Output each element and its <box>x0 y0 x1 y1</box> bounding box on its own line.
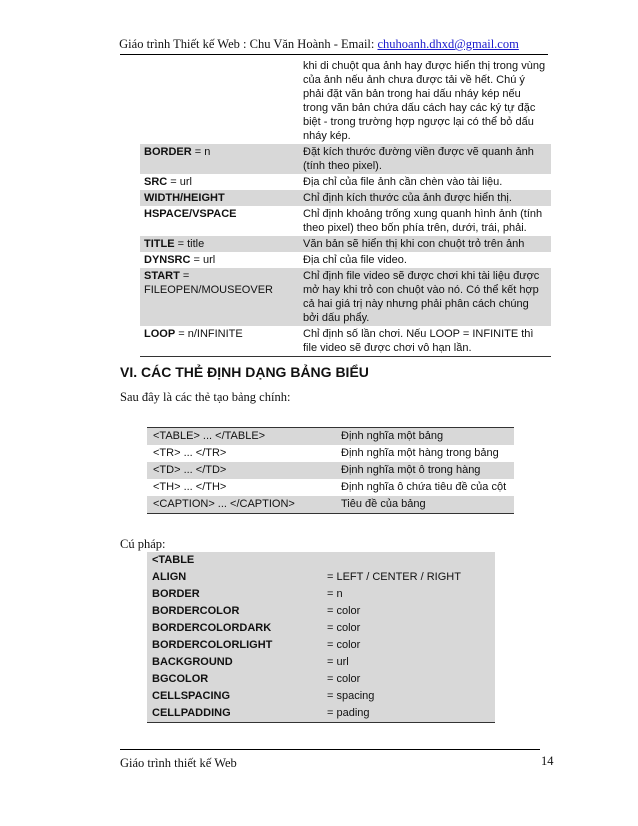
tag-description: Định nghĩa một bảng <box>335 428 514 446</box>
tag-cell: <TH> ... </TH> <box>153 481 227 493</box>
syntax-value: = color <box>327 622 361 634</box>
header-email-link[interactable]: chuhoanh.dhxd@gmail.com <box>377 37 519 51</box>
syntax-attribute: CELLPADDING <box>152 707 231 719</box>
table-row <box>147 620 495 637</box>
attribute-value: = title <box>174 238 205 250</box>
attribute-name-cell <box>140 326 299 357</box>
table-row <box>147 603 495 620</box>
attribute-name: DYNSRC <box>144 254 191 266</box>
attribute-value: = url <box>190 254 216 266</box>
table-row <box>147 586 495 603</box>
table-row <box>140 174 551 190</box>
syntax-value <box>322 552 495 569</box>
table-row <box>140 206 551 236</box>
tag-description: Tiêu đề của bảng <box>335 496 514 514</box>
attribute-name: TITLE <box>144 238 175 250</box>
attribute-name-cell <box>140 190 299 206</box>
syntax-value: = n <box>327 588 343 600</box>
table-row <box>147 552 495 569</box>
attribute-description: Chỉ định khoảng trống xung quanh hình ảnh (tính theo pixel) theo bốn phía trên, dưới, trái, phải. <box>303 208 543 234</box>
table-row <box>147 705 495 723</box>
section-intro: Sau đây là các thẻ tạo bảng chính: <box>120 390 291 404</box>
table-row <box>140 268 551 326</box>
table-row <box>140 144 551 174</box>
tag-cell: <TD> ... </TD> <box>147 462 335 479</box>
table-row <box>147 654 495 671</box>
table-row <box>147 496 514 514</box>
tag-description: Định nghĩa ô chứa tiêu đề của cột <box>341 481 507 493</box>
attribute-name-cell <box>140 252 299 268</box>
syntax-attribute: CELLSPACING <box>152 690 231 702</box>
attribute-name: START <box>144 270 180 282</box>
syntax-value: = pading <box>327 707 370 719</box>
syntax-value: = url <box>327 656 349 668</box>
table-row <box>147 445 514 462</box>
syntax-value: = color <box>327 605 361 617</box>
header-text: Giáo trình Thiết kế Web : Chu Văn Hoành - Email: <box>119 37 378 51</box>
attribute-name: WIDTH/HEIGHT <box>144 192 225 204</box>
attribute-name: BORDER <box>144 146 192 158</box>
attribute-description: khi di chuột qua ảnh hay được hiển thị trong vùng của ảnh nếu ảnh chưa được tải về hết. Chú ý phải đặt văn bản trong hai dấu nháy kép nếu trong văn bản chứa dấu cách hay các ký tự đặc biệt - trong trường hợp ngược lại có thể bỏ dấu nháy kép. <box>303 60 546 142</box>
attribute-value: = url <box>167 176 192 188</box>
attribute-value: = FILEOPEN/MOUSEOVER <box>144 270 273 296</box>
tag-description: Định nghĩa một hàng trong bảng <box>341 447 499 459</box>
syntax-attribute: ALIGN <box>152 571 187 583</box>
attribute-description: Đặt kích thước đường viền được vẽ quanh ảnh (tính theo pixel). <box>299 144 551 174</box>
attribute-name: LOOP <box>144 328 176 340</box>
tag-cell: <TABLE> ... </TABLE> <box>147 428 335 446</box>
tag-cell: <CAPTION> ... </CAPTION> <box>147 496 335 514</box>
syntax-attribute: BORDERCOLORLIGHT <box>152 639 273 651</box>
attribute-name-cell <box>140 206 299 236</box>
footer-divider <box>120 749 540 750</box>
syntax-table <box>147 552 495 723</box>
page-number: 14 <box>541 754 554 768</box>
syntax-attribute: BACKGROUND <box>152 656 233 668</box>
section-title: VI. CÁC THẺ ĐỊNH DẠNG BẢNG BIỂU <box>120 364 369 380</box>
table-row <box>147 428 514 446</box>
table-row <box>147 479 514 496</box>
attribute-value: = n <box>191 146 211 158</box>
attribute-name-cell <box>140 268 299 326</box>
table-row <box>147 688 495 705</box>
syntax-value: = color <box>327 639 361 651</box>
attribute-description: Chỉ định kích thước của ảnh được hiển thị. <box>299 190 551 206</box>
attribute-description: Văn bản sẽ hiển thị khi con chuột trỏ trên ảnh <box>299 236 551 252</box>
tag-cell: <TR> ... </TR> <box>153 447 227 459</box>
syntax-attribute: BORDERCOLORDARK <box>152 622 272 634</box>
attribute-description: Chỉ định file video sẽ được chơi khi tài liệu được mở hay khi trỏ con chuột vào nó. Có thể kết hợp cả hai giá trị này nhưng phải phân cách chúng bởi dấu phẩy. <box>299 268 551 326</box>
attribute-name: HSPACE/VSPACE <box>144 208 237 220</box>
footer-text: Giáo trình thiết kế Web <box>120 756 237 770</box>
header-divider <box>120 54 548 55</box>
syntax-attribute: BORDERCOLOR <box>152 605 240 617</box>
syntax-value: = spacing <box>327 690 375 702</box>
tag-table <box>147 427 514 514</box>
table-row <box>140 236 551 252</box>
table-row <box>140 58 551 144</box>
attribute-name-cell <box>140 236 299 252</box>
syntax-label: Cú pháp: <box>120 537 166 551</box>
tag-description: Định nghĩa một ô trong hàng <box>335 462 514 479</box>
attribute-description: Địa chỉ của file video. <box>303 254 407 266</box>
table-row <box>147 671 495 688</box>
table-row <box>147 569 495 586</box>
attribute-name-cell <box>140 144 299 174</box>
table-row <box>147 637 495 654</box>
attribute-description: Chỉ định số lần chơi. Nếu LOOP = INFINITE thì file video sẽ được chơi vô hạn lần. <box>299 326 551 357</box>
syntax-attribute: BGCOLOR <box>152 673 209 685</box>
table-row <box>140 190 551 206</box>
syntax-attribute: BORDER <box>152 588 200 600</box>
table-row <box>140 252 551 268</box>
attribute-name-cell <box>140 58 299 144</box>
syntax-attribute: <TABLE <box>152 554 195 566</box>
attribute-name-cell <box>140 174 299 190</box>
attribute-description: Địa chỉ của file ảnh cần chèn vào tài liệu. <box>303 176 503 188</box>
attribute-name: SRC <box>144 176 168 188</box>
page-header <box>0 37 638 52</box>
attribute-value: = n/INFINITE <box>175 328 243 340</box>
attribute-table <box>140 58 551 357</box>
syntax-value: = color <box>327 673 361 685</box>
table-row <box>140 326 551 357</box>
syntax-value: = LEFT / CENTER / RIGHT <box>327 571 461 583</box>
table-row <box>147 462 514 479</box>
